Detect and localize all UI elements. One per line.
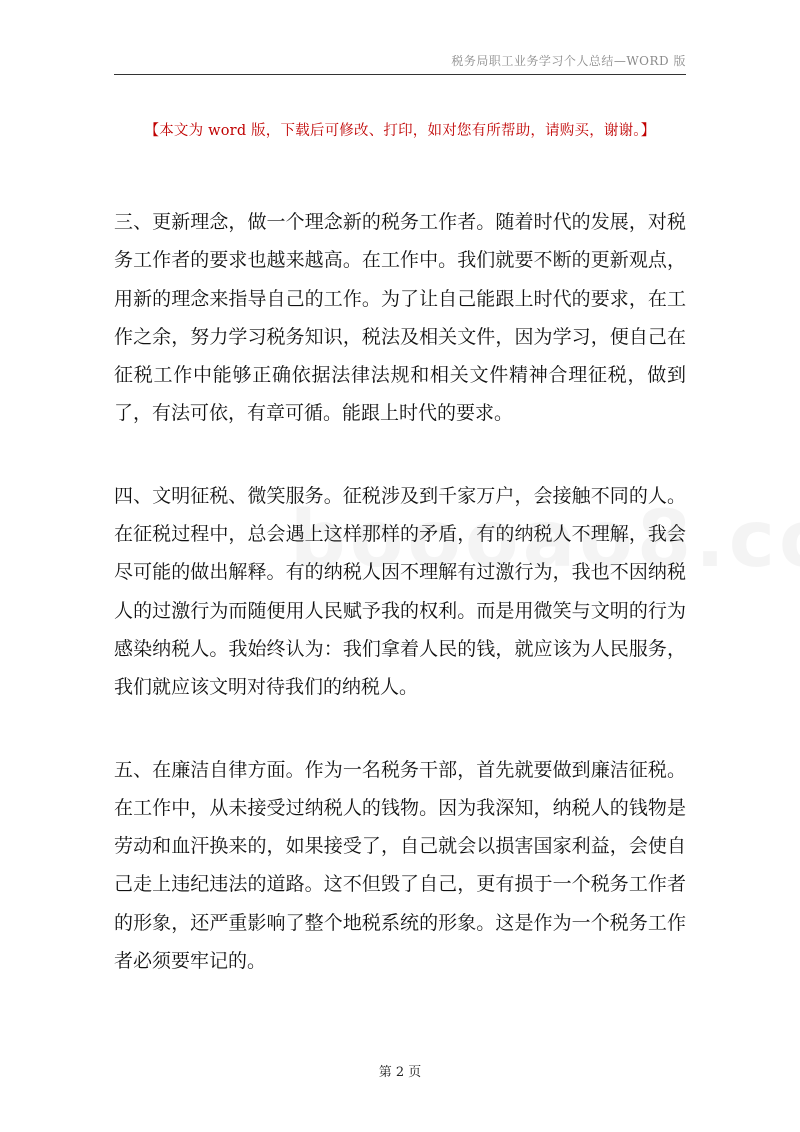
download-notice: 【本文为 word 版，下载后可修改、打印，如对您有所帮助，请购买，谢谢。】 xyxy=(144,123,656,139)
header-rule xyxy=(114,74,686,75)
paragraph-3-update-concepts: 三、更新理念，做一个理念新的税务工作者。随着时代的发展，对税务工作者的要求也越来越高。在工作中。我们就要不断的更新观点，用新的理念来指导自己的工作。为了让自己能跟上时代的要求，在工作之余，努力学习税务知识，税法及相关文件，因为学习，便自己在征税工作中能够正确依据法律法规和相关文件精神合理征税，做到了，有法可依，有章可循。能跟上时代的要求。 xyxy=(114,211,686,425)
page-number: 第 2 页 xyxy=(378,1065,422,1080)
paragraph-4-civilized-tax-collection: 四、文明征税、微笑服务。征税涉及到千家万户，会接触不同的人。在征税过程中，总会遇上这样那样的矛盾，有的纳税人不理解，我会尽可能的做出解释。有的纳税人因不理解有过激行为，我也不因纳税人的过激行为而随便用人民赋予我的权利。而是用微笑与文明的行为感染纳税人。我始终认为：我们拿着人民的钱，就应该为人民服务，我们就应该文明对待我们的纳税人。 xyxy=(114,484,686,699)
running-header: 税务局职工业务学习个人总结—WORD 版 xyxy=(451,54,686,68)
paragraph-5-integrity-self-discipline: 五、在廉洁自律方面。作为一名税务干部，首先就要做到廉洁征税。在工作中，从未接受过纳税人的钱物。因为我深知，纳税人的钱物是劳动和血汗换来的，如果接受了，自己就会以损害国家利益，会使自己走上违纪违法的道路。这不但毁了自己，更有损于一个税务工作者的形象，还严重影响了整个地税系统的形象。这是作为一个税务工作者必须要牢记的。 xyxy=(114,758,686,973)
body-text xyxy=(114,203,686,1024)
